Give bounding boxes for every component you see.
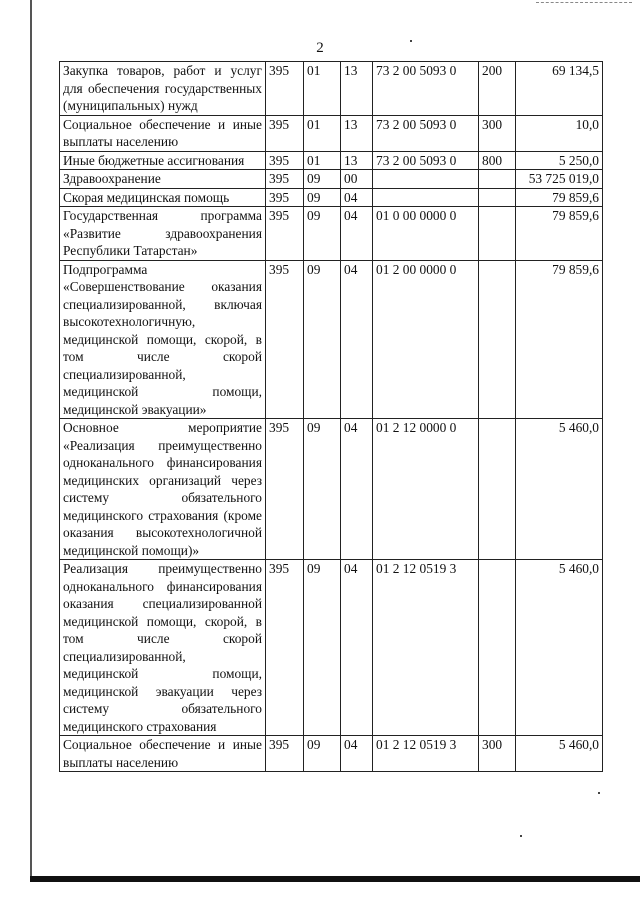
cell-ved: 395 bbox=[266, 736, 304, 772]
cell-rz: 01 bbox=[304, 62, 341, 116]
cell-vr: 200 bbox=[479, 62, 516, 116]
cell-name: Скорая медицинская помощь bbox=[60, 188, 266, 207]
scan-speck bbox=[598, 792, 600, 794]
budget-table bbox=[59, 61, 603, 772]
cell-sum: 79 859,6 bbox=[516, 188, 603, 207]
cell-sum: 69 134,5 bbox=[516, 62, 603, 116]
cell-csr: 73 2 00 5093 0 bbox=[373, 62, 479, 116]
cell-csr: 73 2 00 5093 0 bbox=[373, 151, 479, 170]
cell-name: Реализация преимущественно одноканального финансирования оказания специализированной медицинской помощи, скорой, в том числе скорой специализированной, медицинской помощи, медицинской эвакуации через систему обязательного медицинского страхования bbox=[60, 560, 266, 736]
cell-csr: 01 2 12 0519 3 bbox=[373, 560, 479, 736]
cell-csr: 01 2 12 0519 3 bbox=[373, 736, 479, 772]
cell-rz: 09 bbox=[304, 170, 341, 189]
table-row bbox=[60, 170, 603, 189]
cell-sum: 5 250,0 bbox=[516, 151, 603, 170]
cell-rz: 09 bbox=[304, 260, 341, 419]
cell-pr: 04 bbox=[341, 188, 373, 207]
cell-sum: 79 859,6 bbox=[516, 260, 603, 419]
top-edge-dashes bbox=[536, 2, 632, 3]
table-row bbox=[60, 115, 603, 151]
cell-pr: 04 bbox=[341, 560, 373, 736]
cell-rz: 09 bbox=[304, 188, 341, 207]
cell-csr: 01 2 00 0000 0 bbox=[373, 260, 479, 419]
cell-name: Государственная программа «Развитие здравоохранения Республики Татарстан» bbox=[60, 207, 266, 261]
cell-sum: 5 460,0 bbox=[516, 560, 603, 736]
scan-speck bbox=[410, 40, 412, 42]
cell-pr: 04 bbox=[341, 419, 373, 560]
cell-csr bbox=[373, 188, 479, 207]
cell-rz: 09 bbox=[304, 207, 341, 261]
table-row bbox=[60, 260, 603, 419]
cell-vr bbox=[479, 260, 516, 419]
cell-pr: 00 bbox=[341, 170, 373, 189]
cell-csr: 01 0 00 0000 0 bbox=[373, 207, 479, 261]
cell-csr: 73 2 00 5093 0 bbox=[373, 115, 479, 151]
cell-ved: 395 bbox=[266, 207, 304, 261]
cell-vr bbox=[479, 560, 516, 736]
page-number: 2 bbox=[316, 40, 324, 56]
cell-ved: 395 bbox=[266, 62, 304, 116]
table-row bbox=[60, 207, 603, 261]
cell-vr bbox=[479, 419, 516, 560]
scan-speck bbox=[520, 835, 522, 837]
cell-ved: 395 bbox=[266, 188, 304, 207]
cell-pr: 04 bbox=[341, 207, 373, 261]
cell-sum: 79 859,6 bbox=[516, 207, 603, 261]
cell-ved: 395 bbox=[266, 419, 304, 560]
cell-ved: 395 bbox=[266, 170, 304, 189]
cell-rz: 09 bbox=[304, 560, 341, 736]
table-row bbox=[60, 188, 603, 207]
cell-name: Иные бюджетные ассигнования bbox=[60, 151, 266, 170]
cell-name: Здравоохранение bbox=[60, 170, 266, 189]
table-row bbox=[60, 62, 603, 116]
cell-vr bbox=[479, 170, 516, 189]
cell-rz: 01 bbox=[304, 151, 341, 170]
scan-bottom-border bbox=[30, 876, 640, 882]
cell-sum: 53 725 019,0 bbox=[516, 170, 603, 189]
cell-rz: 01 bbox=[304, 115, 341, 151]
table-row bbox=[60, 736, 603, 772]
cell-pr: 13 bbox=[341, 151, 373, 170]
table-row bbox=[60, 151, 603, 170]
cell-sum: 5 460,0 bbox=[516, 736, 603, 772]
cell-vr: 300 bbox=[479, 115, 516, 151]
cell-name: Закупка товаров, работ и услуг для обеспечения государственных (муниципальных) нужд bbox=[60, 62, 266, 116]
cell-pr: 04 bbox=[341, 736, 373, 772]
cell-sum: 10,0 bbox=[516, 115, 603, 151]
scan-left-border bbox=[30, 0, 32, 882]
cell-sum: 5 460,0 bbox=[516, 419, 603, 560]
cell-ved: 395 bbox=[266, 151, 304, 170]
cell-ved: 395 bbox=[266, 115, 304, 151]
cell-ved: 395 bbox=[266, 260, 304, 419]
cell-vr bbox=[479, 188, 516, 207]
cell-name: Социальное обеспечение и иные выплаты населению bbox=[60, 736, 266, 772]
cell-pr: 04 bbox=[341, 260, 373, 419]
cell-name: Основное мероприятие «Реализация преимущественно одноканального финансирования медицинских организаций через систему обязательного медицинского страхования (кроме оказания высокотехнологичной медицинской помощи)» bbox=[60, 419, 266, 560]
cell-pr: 13 bbox=[341, 62, 373, 116]
cell-ved: 395 bbox=[266, 560, 304, 736]
cell-csr: 01 2 12 0000 0 bbox=[373, 419, 479, 560]
cell-name: Социальное обеспечение и иные выплаты населению bbox=[60, 115, 266, 151]
table-row bbox=[60, 419, 603, 560]
cell-csr bbox=[373, 170, 479, 189]
cell-name: Подпрограмма «Совершенствование оказания специализированной, включая высокотехнологичную, медицинской помощи, скорой, в том числе скорой специализированной, медицинской помощи, медицинской эвакуации» bbox=[60, 260, 266, 419]
table-row bbox=[60, 560, 603, 736]
cell-vr: 300 bbox=[479, 736, 516, 772]
cell-vr bbox=[479, 207, 516, 261]
cell-rz: 09 bbox=[304, 419, 341, 560]
cell-pr: 13 bbox=[341, 115, 373, 151]
cell-rz: 09 bbox=[304, 736, 341, 772]
cell-vr: 800 bbox=[479, 151, 516, 170]
